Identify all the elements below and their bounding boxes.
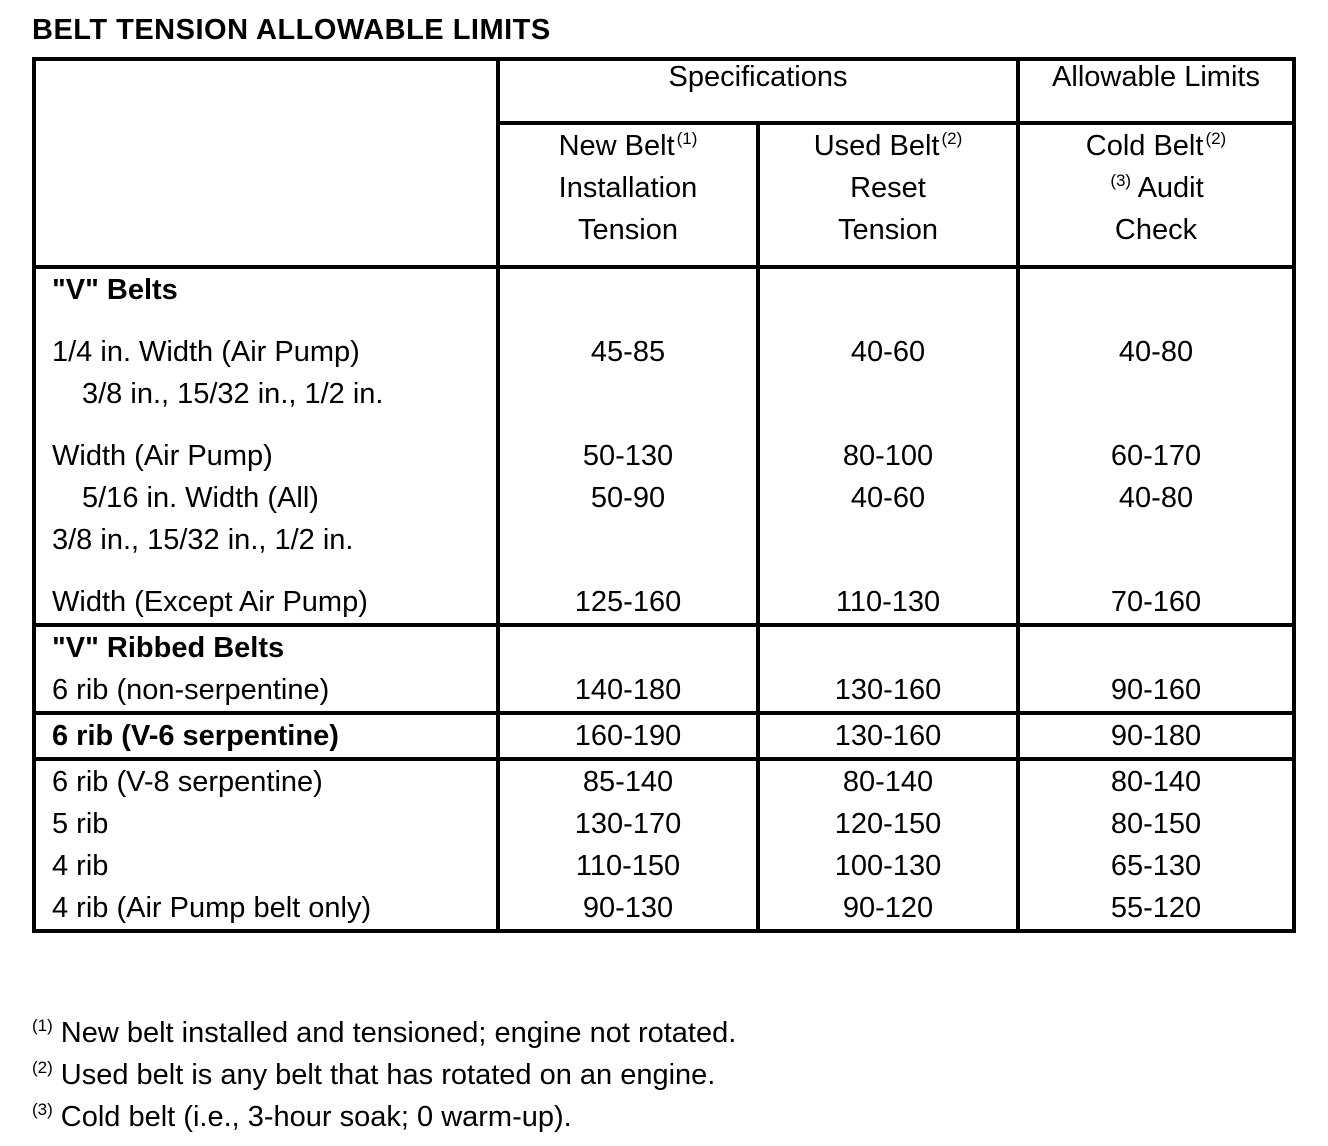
v-belts-used-values: [758, 267, 1018, 625]
value-cell: 50-130: [582, 440, 674, 472]
belt-tension-table: [32, 57, 1296, 933]
value-cell: 40-60: [850, 482, 926, 514]
value-cell: 85-140: [582, 766, 674, 798]
section-v-belts: [34, 267, 1294, 625]
footnote-1: $^{(1)}$ New belt installed and tensioned; engine not rotated.: [32, 1016, 737, 1049]
footnote-ref: (1): [676, 129, 698, 149]
value-cell: 160-190: [574, 720, 682, 752]
section-ribbed-belts: [34, 625, 1294, 713]
row-label: 3/8 in., 15/32 in., 1/2 in.: [52, 524, 354, 556]
value-cell: 80-150: [1110, 808, 1202, 840]
value-cell: 90-160: [1110, 674, 1202, 706]
row-label: 5 rib: [52, 808, 109, 840]
row-label: 6 rib (V-6 serpentine): [52, 720, 339, 752]
row-label: 3/8 in., 15/32 in., 1/2 in.: [82, 378, 384, 410]
value-cell: 110-130: [835, 586, 941, 618]
other-ribs-labels: [34, 759, 498, 931]
value-cell: 55-120: [1110, 892, 1202, 924]
header-cold-belt: Cold Belt $^{(2)}$ $^{(3)}$ Audit Check: [1018, 123, 1294, 267]
v-belts-cold-values: [1018, 267, 1294, 625]
header-blank-cell: [34, 59, 498, 267]
row-label: Width (Air Pump): [52, 440, 273, 472]
row-label: 4 rib: [52, 850, 109, 882]
row-label: 1/4 in. Width (Air Pump): [52, 336, 360, 368]
page-title: BELT TENSION ALLOWABLE LIMITS: [32, 14, 551, 46]
row-label: 5/16 in. Width (All): [82, 482, 319, 514]
value-cell: 90-180: [1110, 720, 1202, 752]
v-belts-labels: [34, 267, 498, 625]
value-cell: 45-85: [590, 336, 666, 368]
row-label: 6 rib (V-8 serpentine): [52, 766, 323, 798]
value-cell: 100-130: [834, 850, 942, 882]
section-v6-serpentine: [34, 713, 1294, 759]
footnote-3: $^{(3)}$ Cold belt (i.e., 3-hour soak; 0 warm-up).: [32, 1100, 572, 1133]
value-cell: 130-170: [574, 808, 682, 840]
value-cell: 120-150: [834, 808, 942, 840]
row-label: Width (Except Air Pump): [52, 586, 368, 618]
section-heading: "V" Ribbed Belts: [52, 632, 285, 664]
header-allowable-limits: Allowable Limits: [1018, 59, 1294, 123]
value-cell: 90-130: [582, 892, 674, 924]
footnote-ref: (3): [1110, 171, 1132, 191]
header-specifications: Specifications: [498, 59, 1018, 123]
value-cell: 90-120: [842, 892, 934, 924]
ribbed-labels: [34, 625, 498, 713]
section-heading: "V" Belts: [52, 274, 178, 306]
value-cell: 140-180: [574, 674, 682, 706]
value-cell: 40-60: [850, 336, 926, 368]
footnote-ref: (2): [941, 129, 963, 149]
section-other-ribs: [34, 759, 1294, 931]
footnotes: [32, 1012, 736, 1138]
value-cell: 50-90: [590, 482, 666, 514]
value-cell: 130-160: [834, 720, 942, 752]
row-label: 4 rib (Air Pump belt only): [52, 892, 372, 924]
value-cell: 40-80: [1118, 336, 1194, 368]
value-cell: 60-170: [1110, 440, 1202, 472]
value-cell: 125-160: [574, 586, 682, 618]
row-label: 6 rib (non-serpentine): [52, 674, 330, 706]
value-cell: 65-130: [1110, 850, 1202, 882]
value-cell: 70-160: [1110, 586, 1202, 618]
table-header-group-row: [34, 59, 1294, 123]
header-used-belt: Used Belt $^{(2)}$ Reset Tension: [758, 123, 1018, 267]
value-cell: 80-140: [1110, 766, 1202, 798]
value-cell: 80-140: [842, 766, 934, 798]
header-new-belt: New Belt $^{(1)}$ Installation Tension: [498, 123, 758, 267]
footnote-ref: (2): [1205, 129, 1227, 149]
v-belts-new-values: [498, 267, 758, 625]
footnote-2: $^{(2)}$ Used belt is any belt that has rotated on an engine.: [32, 1058, 716, 1091]
value-cell: 130-160: [834, 674, 942, 706]
value-cell: 40-80: [1118, 482, 1194, 514]
value-cell: 80-100: [842, 440, 934, 472]
value-cell: 110-150: [575, 850, 681, 882]
